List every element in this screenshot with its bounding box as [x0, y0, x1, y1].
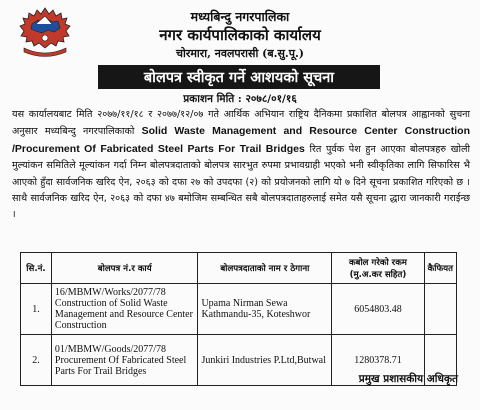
cell-bidder: Upama Nirman Sewa Kathmandu-35, Koteshwor [198, 284, 332, 335]
cell-work: 01/MBMW/Goods/2077/78 Procurement Of Fabricated Steel Parts For Trail Bridges [51, 335, 198, 386]
body-intro: यस कार्यालयबाट मिति २०७७/११/१८ र २०७७/१२/०७ गते आर्थिक अभियान राष्ट्रिय दैनिकमा प्रकाशित बोलपत्र आह्वानको सुचना अनुसार मध्यबिन्दु नगरपालिकाको [12, 109, 470, 138]
table-row [21, 284, 457, 335]
notice-body [12, 107, 470, 224]
municipality-name: मध्यबिन्दु नगरपालिका [190, 9, 290, 24]
cell-amount: 1280378.71 [332, 335, 424, 386]
notice-title: बोलपत्र स्वीकृत गर्ने आशयको सूचना [143, 69, 335, 86]
notice-title-banner [98, 65, 380, 89]
body-project-titles: Solid Waste Management and Resource Center Construction /Procurement Of Fabricated Steel Parts For Trail Bridges [12, 125, 470, 155]
office-address: चोरमारा, नवलपरासी (ब.सु.पू.) [175, 47, 305, 60]
header-work: बोलपत्र नं.र कार्य [51, 253, 198, 284]
header-amount: कबोल गरेको रकम (मु.अ.कर सहित) [332, 253, 424, 284]
body-details: रित पुर्वक पेश हुन आएका बोलपत्रहरु खोली मुल्यांकन समितिले मूल्यांकन गर्दा निम्न बोलपत्रदाताको बोलपत्र सारभुत रुपमा प्रभावग्राही भएको भनी स्वीकृतिका लागि सिफारिस भै आएको हुँदा सार्वजनिक खरिद ऐन, २०६३ को दफा २७ को उपदफा (२) को प्रयोजनको लागि यो ७ दिने सूचना प्रकाशित गरिएको छ । साथै सार्वजनिक खरिद ऐन, २०६३ को दफा ४७ बमोजिम सम्बन्धित सबै बोलपत्रदाताहरुलाई समेत यसै सूचना द्धारा जानकारी गराईन्छ । [12, 143, 470, 221]
cell-amount: 6054803.48 [332, 284, 424, 335]
cell-remarks [424, 284, 456, 335]
header-bidder: बोलपत्रदाताको नाम र ठेगाना [198, 253, 332, 284]
signatory-title: प्रमुख प्रशासकीय अधिकृत [358, 373, 458, 385]
header-sn: सि.नं. [21, 253, 52, 284]
publish-date: प्रकाशन मिति : २०७८/०१/१६ [183, 93, 297, 105]
table-header-row [21, 253, 457, 284]
header-remarks: कैफियत [424, 253, 456, 284]
cell-work: 16/MBMW/Works/2077/78 Construction of Solid Waste Management and Resource Center Construction [51, 284, 198, 335]
office-name: नगर कार्यपालिकाको कार्यालय [159, 26, 321, 44]
cell-sn: 1. [21, 284, 52, 335]
bid-table [20, 252, 457, 386]
cell-sn: 2. [21, 335, 52, 386]
cell-bidder: Junkiri Industries P.Ltd,Butwal [198, 335, 332, 386]
